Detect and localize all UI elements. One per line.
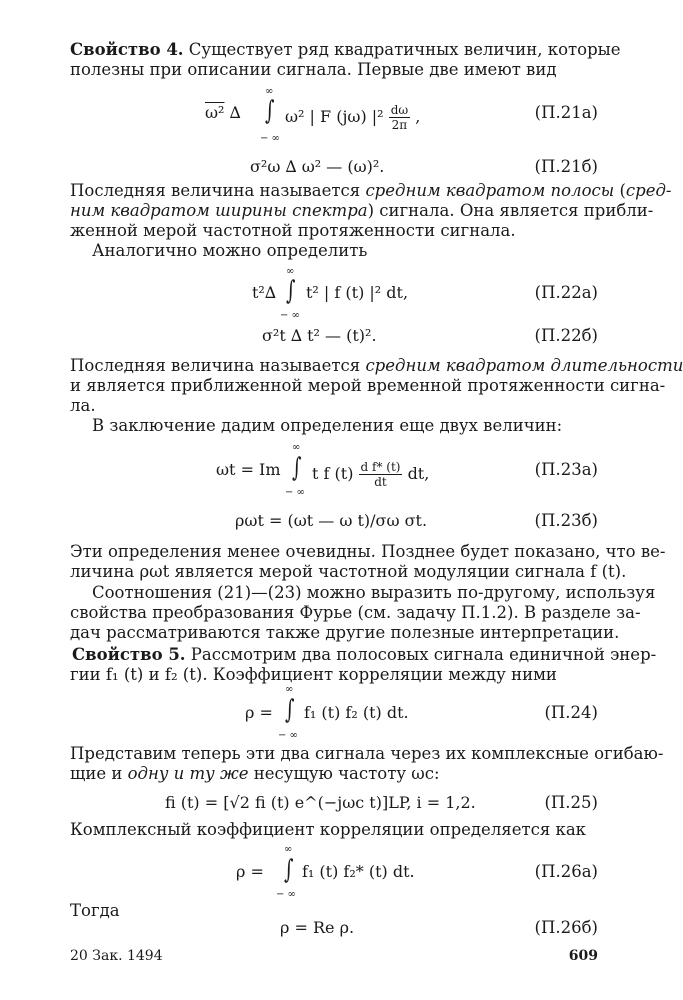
equation-24: ρ =: [245, 703, 273, 722]
text-line: щие и одну и ту же несущую частоту ωc:: [70, 764, 440, 783]
text-line: Свойство 5. Рассмотрим два полосовых сигнала единичной энер-: [72, 645, 657, 664]
integral-upper-limit: ∞: [292, 442, 301, 453]
equation-21a: ω² ∆: [205, 103, 241, 122]
property-heading: Свойство 5.: [72, 645, 186, 664]
equation-22b: σ²t ∆ t² — (t)².: [262, 326, 377, 345]
equation-number: (П.23б): [534, 511, 598, 530]
equation-26a-body: f₁ (t) f₂* (t) dt.: [302, 862, 415, 881]
text-line: и является приближенной мерой временной протяженности сигна-: [70, 376, 666, 395]
integral-lower-limit: − ∞: [276, 889, 296, 900]
signature-mark: 20 Зак. 1494: [70, 948, 163, 964]
integral-upper-limit: ∞: [284, 844, 293, 855]
integral-sign: ∫: [284, 855, 294, 885]
equation-25: fi (t) = [√2 fi (t) e^(−jωc t)]LP, i = 1,2.: [165, 793, 476, 812]
equation-26b: ρ = Re ρ.: [280, 918, 355, 937]
text-line: ним квадратом ширины спектра) сигнала. Она является прибли-: [70, 201, 654, 220]
text-line: Комплексный коэффициент корреляции определяется как: [70, 820, 586, 839]
text-line: Представим теперь эти два сигнала через их комплексные огибаю-: [70, 744, 664, 763]
equation-number: (П.22б): [534, 326, 598, 345]
equation-number: (П.22а): [534, 283, 598, 302]
equation-23a-body: t f (t) $\frac{\text{d f* (t)}}{dt}$ dt,: [312, 460, 430, 489]
equation-number: (П.26б): [534, 918, 598, 937]
equation-22a: t²∆: [252, 283, 277, 302]
text-line: Последняя величина называется средним квадратом полосы (сред-: [70, 181, 672, 200]
text-line: Последняя величина называется средним квадратом длительности: [70, 356, 683, 375]
text-line: дач рассматриваются также другие полезные интерпретации.: [70, 623, 620, 642]
equation-21b: σ²ω ∆ ω² — (ω)².: [250, 157, 385, 176]
integral-lower-limit: − ∞: [285, 487, 305, 498]
equation-23a: ωt = Im: [216, 460, 281, 479]
page-number: 609: [568, 948, 598, 964]
integral-lower-limit: − ∞: [278, 730, 298, 741]
text-line: личина ρωt является мерой частотной модуляции сигнала f (t).: [70, 562, 627, 581]
fraction: $\frac{\text{d f* (t)}}{dt}$: [360, 460, 401, 489]
text-line: Соотношения (21)—(23) можно выразить по-другому, используя: [92, 583, 656, 602]
text-line: Тогда: [70, 901, 120, 920]
equation-number: (П.21б): [534, 157, 598, 176]
integral-sign: ∫: [286, 276, 296, 306]
text-line: Эти определения менее очевидны. Позднее будет показано, что ве-: [70, 542, 666, 561]
equation-number: (П.23а): [534, 460, 598, 479]
text-line: свойства преобразования Фурье (см. задачу П.1.2). В разделе за-: [70, 603, 641, 622]
text-line: В заключение дадим определения еще двух величин:: [92, 416, 563, 435]
text-line: полезны при описании сигнала. Первые две имеют вид: [70, 60, 557, 79]
integral-upper-limit: ∞: [286, 266, 295, 277]
text-line: женной мерой частотной протяженности сигнала.: [70, 221, 516, 240]
integral-sign: ∫: [265, 96, 275, 126]
integral-lower-limit: − ∞: [260, 133, 280, 144]
equation-number: (П.25): [544, 793, 598, 812]
fraction: $\frac{d\omega}{2\pi}$: [390, 103, 409, 132]
equation-26a: ρ =: [236, 862, 264, 881]
text-line: ла.: [70, 396, 96, 415]
equation-22a-body: t² | f (t) |² dt,: [306, 283, 409, 302]
text-line: Свойство 4. Существует ряд квадратичных величин, которые: [70, 40, 621, 59]
integral-upper-limit: ∞: [265, 86, 274, 97]
integral-lower-limit: − ∞: [280, 310, 300, 321]
text-line: гии f₁ (t) и f₂ (t). Коэффициент корреляции между ними: [70, 665, 557, 684]
equation-24-body: f₁ (t) f₂ (t) dt.: [304, 703, 409, 722]
equation-number: (П.21а): [534, 103, 598, 122]
equation-number: (П.24): [544, 703, 598, 722]
equation-23b: ρωt = (ωt — ω t)/σω σt.: [235, 511, 428, 530]
integral-sign: ∫: [285, 695, 295, 725]
integral-sign: ∫: [292, 453, 302, 483]
equation-21a-body: ω² | F (jω) |² $\frac{d\omega}{2\pi}$ ,: [285, 103, 421, 132]
equation-number: (П.26а): [534, 862, 598, 881]
property-heading: Свойство 4.: [70, 40, 184, 59]
text-line: Аналогично можно определить: [92, 241, 368, 260]
integral-upper-limit: ∞: [285, 684, 294, 695]
